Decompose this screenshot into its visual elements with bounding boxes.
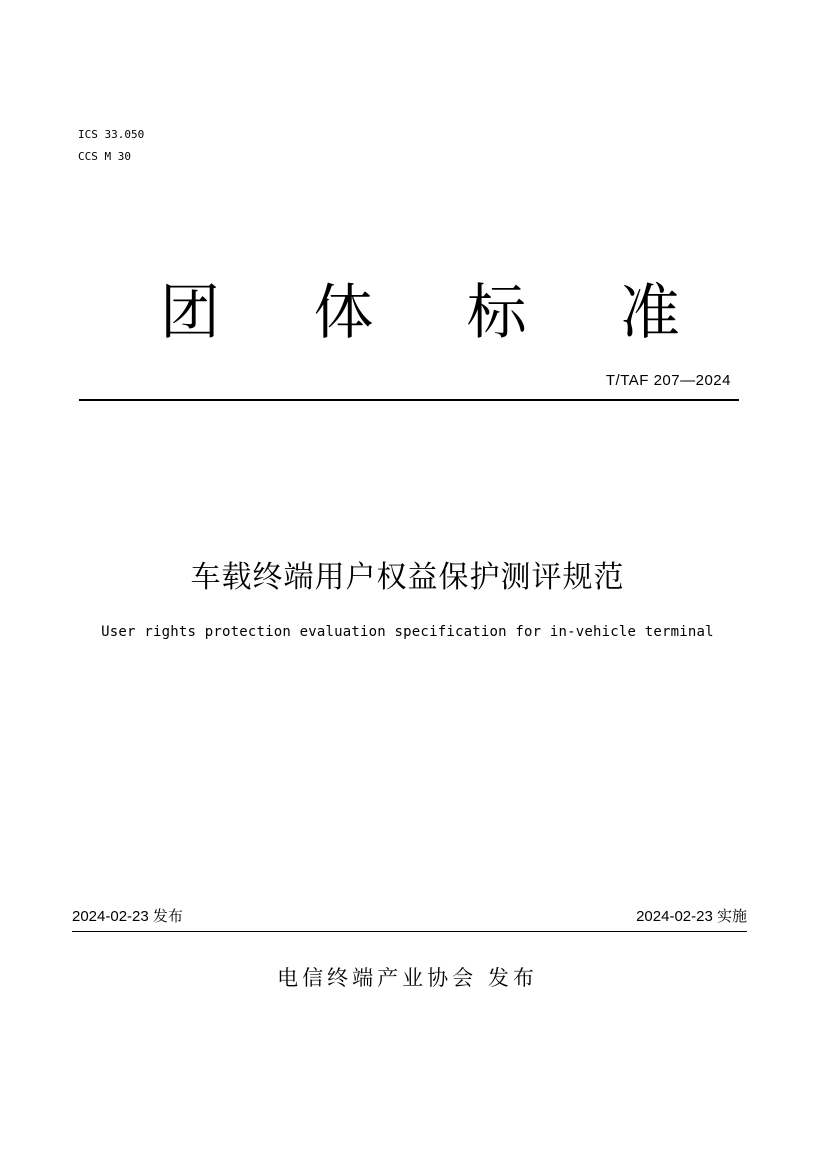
classification-codes — [78, 124, 144, 168]
issue-date: 2024-02-23 发布 — [72, 908, 183, 925]
document-type-char: 标 — [466, 278, 527, 348]
footer-divider — [72, 931, 747, 932]
document-type-char: 准 — [619, 278, 680, 348]
standard-number: T/TAF 207—2024 — [605, 372, 731, 389]
ccs-code: CCS M 30 — [78, 150, 131, 163]
document-type-heading — [160, 278, 680, 348]
implementation-date: 2024-02-23 实施 — [636, 908, 747, 925]
header-divider — [79, 399, 739, 401]
title-chinese: 车载终端用户权益保护测评规范 — [190, 560, 625, 595]
ics-code: ICS 33.050 — [78, 128, 145, 141]
document-type-char: 团 — [160, 278, 220, 348]
title-english: User rights protection evaluation specification for in-vehicle terminal — [101, 624, 714, 640]
publisher: 电信终端产业协会 发布 — [277, 966, 538, 990]
document-type-char: 体 — [313, 278, 374, 348]
